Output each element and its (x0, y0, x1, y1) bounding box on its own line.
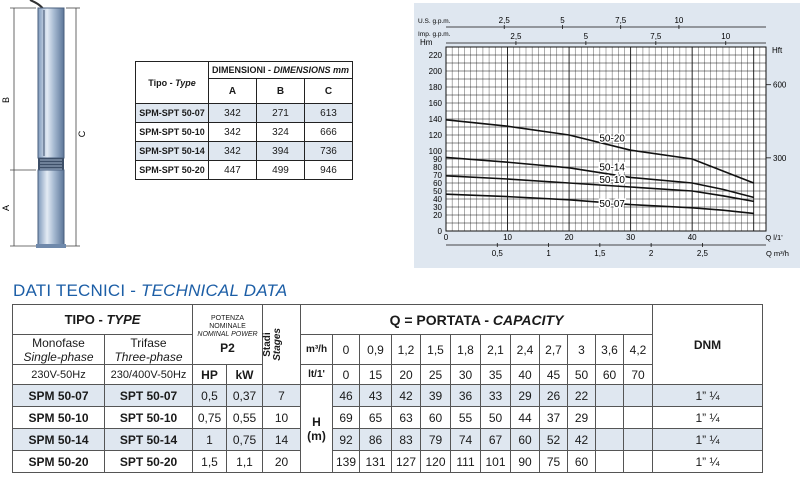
head-value: 131 (360, 451, 392, 473)
stages-header: Stadi Stages (263, 305, 301, 385)
y-tick-label: 200 (428, 67, 442, 76)
head-value: 74 (451, 429, 481, 451)
stages-value: 14 (263, 429, 301, 451)
y-tick-label: 0 (437, 227, 442, 236)
dims-dimensions-header: DIMENSIONI - DIMENSIONS mm (209, 62, 353, 79)
head-value: 60 (421, 407, 451, 429)
head-value: 29 (568, 407, 596, 429)
q-m3h-value: 3 (568, 335, 596, 365)
tri-model: SPT 50-07 (105, 385, 193, 407)
head-value: 92 (333, 429, 360, 451)
head-value: 36 (451, 385, 481, 407)
x-tick-label: 20 (564, 233, 574, 242)
q-l1-value: 25 (421, 365, 451, 385)
x-tick-label: 10 (503, 233, 512, 242)
right-axis-label: Hft (772, 46, 783, 55)
technical-data-table (12, 304, 763, 473)
y-tick-label: 20 (433, 211, 442, 220)
head-value: 60 (568, 451, 596, 473)
kw-value: 0,55 (227, 407, 263, 429)
head-value: 50 (481, 407, 511, 429)
tri-voltage: 230/400V-50Hz (105, 365, 193, 385)
dims-value: 499 (257, 161, 305, 180)
hp-value: 0,5 (193, 385, 227, 407)
head-value: 44 (511, 407, 540, 429)
y-tick-label: 90 (433, 155, 442, 164)
kw-header: kW (227, 365, 263, 385)
head-value (624, 429, 653, 451)
head-value (624, 407, 653, 429)
kw-value: 0,75 (227, 429, 263, 451)
y-tick-label: 40 (433, 195, 442, 204)
unit-l1: lt/1' (301, 365, 333, 385)
usgpm-tick-label: 10 (674, 16, 684, 25)
dnm-value: 1” ¼ (653, 385, 763, 407)
table-row (136, 104, 353, 123)
usgpm-tick-label: 2,5 (498, 16, 510, 25)
x-tick-label: 40 (687, 233, 697, 242)
power-header (193, 305, 263, 365)
dimensions-table (135, 61, 353, 180)
series-label: 50-10 (599, 174, 625, 186)
hft-tick-label: 600 (773, 80, 787, 90)
q-m3h-value: 1,5 (421, 335, 451, 365)
head-value: 90 (511, 451, 540, 473)
q-l1-value: 70 (624, 365, 653, 385)
series-label: 50-20 (599, 133, 625, 145)
head-value: 43 (360, 385, 392, 407)
q-l1-value: 20 (392, 365, 421, 385)
head-value: 33 (481, 385, 511, 407)
table-row (13, 429, 763, 451)
y-tick-label: 120 (428, 131, 442, 140)
usgpm-tick-label: 7,5 (615, 16, 627, 25)
dnm-header: DNM (653, 305, 763, 385)
q-m3h-value: 0 (333, 335, 360, 365)
hp-value: 1,5 (193, 451, 227, 473)
q-m3h-value: 2,4 (511, 335, 540, 365)
head-value: 139 (333, 451, 360, 473)
dims-value: 666 (305, 123, 353, 142)
dims-value: 342 (209, 123, 257, 142)
p2-label: P2 (220, 340, 235, 355)
head-value: 83 (392, 429, 421, 451)
q-l1-value: 50 (568, 365, 596, 385)
head-value: 55 (451, 407, 481, 429)
dim-c-label: C (77, 130, 87, 138)
m3h-tick-label: 1 (546, 249, 551, 258)
dims-model: SPM-SPT 50-10 (136, 123, 209, 142)
head-value: 22 (568, 385, 596, 407)
head-value: 63 (392, 407, 421, 429)
head-value: 86 (360, 429, 392, 451)
power-label: POTENZA NOMINALE (209, 314, 246, 330)
mono-model: SPM 50-14 (13, 429, 105, 451)
table-row (136, 123, 353, 142)
kw-value: 0,37 (227, 385, 263, 407)
head-value: 75 (540, 451, 568, 473)
table-row (13, 451, 763, 473)
dims-type-header: Tipo - Type (136, 62, 209, 104)
y-tick-label: 50 (433, 187, 442, 196)
m3h-tick-label: 1,5 (594, 249, 606, 258)
hft-tick-label: 300 (773, 153, 787, 163)
head-value: 79 (421, 429, 451, 451)
dims-col-c: C (305, 79, 353, 104)
pump-drawing (0, 0, 110, 258)
mono-header: Monofase Single-phase (13, 335, 105, 365)
dims-model: SPM-SPT 50-14 (136, 142, 209, 161)
y-tick-label: 160 (428, 99, 442, 108)
m3h-tick-label: 2 (648, 249, 654, 258)
x-tick-label: 0 (443, 233, 449, 242)
q-m3h-value: 2,1 (481, 335, 511, 365)
head-value (596, 407, 624, 429)
unit-m3h: m³/h (301, 335, 333, 365)
capacity-header: Q = PORTATA - CAPACITY (301, 305, 653, 335)
y-tick-label: 30 (433, 203, 442, 212)
impgpm-tick-label: 2,5 (510, 32, 522, 41)
dnm-value: 1” ¼ (653, 429, 763, 451)
head-value: 29 (511, 385, 540, 407)
dim-b-label: B (1, 96, 11, 104)
head-value: 26 (540, 385, 568, 407)
table-row (136, 161, 353, 180)
dims-value: 271 (257, 104, 305, 123)
usgpm-axis-label: U.S. g.p.m. (418, 18, 451, 25)
q-m3h-value: 3,6 (596, 335, 624, 365)
hp-value: 1 (193, 429, 227, 451)
dims-col-b: B (257, 79, 305, 104)
table-row (136, 142, 353, 161)
dims-model: SPM-SPT 50-20 (136, 161, 209, 180)
tri-model: SPT 50-14 (105, 429, 193, 451)
impgpm-tick-label: 10 (721, 32, 731, 41)
head-value: 46 (333, 385, 360, 407)
dnm-value: 1” ¼ (653, 407, 763, 429)
q-l1-value: 0 (333, 365, 360, 385)
q-l1-value: 15 (360, 365, 392, 385)
dim-a-label: A (1, 204, 11, 212)
head-value (596, 385, 624, 407)
tri-model: SPT 50-10 (105, 407, 193, 429)
mono-voltage: 230V-50Hz (13, 365, 105, 385)
head-value: 127 (392, 451, 421, 473)
hp-value: 0,75 (193, 407, 227, 429)
head-value: 37 (540, 407, 568, 429)
q-l1-value: 45 (540, 365, 568, 385)
head-value (596, 451, 624, 473)
head-value: 67 (481, 429, 511, 451)
dims-value: 447 (209, 161, 257, 180)
q-l1-value: 30 (451, 365, 481, 385)
tri-header: Trifase Three-phase (105, 335, 193, 365)
dims-value: 394 (257, 142, 305, 161)
x-tick-label: 30 (626, 233, 636, 242)
x-axis-label: Q l/1' (765, 233, 783, 242)
m3h-axis-label: Q m³/h (766, 249, 789, 258)
head-value: 60 (511, 429, 540, 451)
impgpm-axis-label: Imp. g.p.m. (418, 31, 451, 38)
dims-value: 946 (305, 161, 353, 180)
table-row (13, 385, 763, 407)
series-label: 50-07 (599, 199, 625, 211)
head-value (624, 451, 653, 473)
head-value: 65 (360, 407, 392, 429)
q-m3h-value: 2,7 (540, 335, 568, 365)
y-tick-label: 140 (428, 115, 442, 124)
head-value: 101 (481, 451, 511, 473)
y-tick-label: 60 (433, 179, 442, 188)
m3h-tick-label: 0,5 (491, 249, 503, 258)
head-value: 52 (540, 429, 568, 451)
tech-data-title: DATI TECNICI - TECHNICAL DATA (13, 281, 288, 300)
m3h-tick-label: 2,5 (696, 249, 708, 258)
y-tick-label: 70 (433, 171, 442, 180)
y-tick-label: 180 (428, 83, 442, 92)
head-label: H (m) (301, 385, 333, 473)
mono-model: SPM 50-10 (13, 407, 105, 429)
performance-chart (414, 3, 800, 268)
head-value: 69 (333, 407, 360, 429)
dims-col-a: A (209, 79, 257, 104)
head-value: 120 (421, 451, 451, 473)
dims-value: 324 (257, 123, 305, 142)
power-label-en: NOMINAL POWER (197, 330, 258, 338)
q-l1-value: 40 (511, 365, 540, 385)
q-m3h-value: 1,2 (392, 335, 421, 365)
tipo-header: TIPO - TYPE (13, 305, 193, 335)
y-axis-label: Hm (420, 38, 433, 47)
head-value (624, 385, 653, 407)
q-m3h-value: 4,2 (624, 335, 653, 365)
y-tick-label: 220 (428, 51, 442, 60)
stages-value: 7 (263, 385, 301, 407)
q-l1-value: 35 (481, 365, 511, 385)
q-m3h-value: 1,8 (451, 335, 481, 365)
performance-chart-svg (414, 3, 800, 268)
head-value (596, 429, 624, 451)
usgpm-tick-label: 5 (560, 16, 565, 25)
dims-model: SPM-SPT 50-07 (136, 104, 209, 123)
head-value: 42 (392, 385, 421, 407)
dims-value: 736 (305, 142, 353, 161)
dims-value: 342 (209, 104, 257, 123)
stages-value: 20 (263, 451, 301, 473)
mono-model: SPM 50-07 (13, 385, 105, 407)
y-tick-label: 100 (428, 147, 442, 156)
head-value: 39 (421, 385, 451, 407)
y-tick-label: 80 (433, 163, 442, 172)
table-row (13, 407, 763, 429)
mono-model: SPM 50-20 (13, 451, 105, 473)
q-m3h-value: 0,9 (360, 335, 392, 365)
impgpm-tick-label: 5 (583, 32, 589, 41)
tri-model: SPT 50-20 (105, 451, 193, 473)
dims-value: 342 (209, 142, 257, 161)
stages-value: 10 (263, 407, 301, 429)
kw-value: 1,1 (227, 451, 263, 473)
series-label: 50-14 (599, 162, 625, 174)
head-value: 42 (568, 429, 596, 451)
dims-value: 613 (305, 104, 353, 123)
dnm-value: 1” ¼ (653, 451, 763, 473)
impgpm-tick-label: 7,5 (650, 32, 662, 41)
hp-header: HP (193, 365, 227, 385)
head-value: 111 (451, 451, 481, 473)
q-l1-value: 60 (596, 365, 624, 385)
